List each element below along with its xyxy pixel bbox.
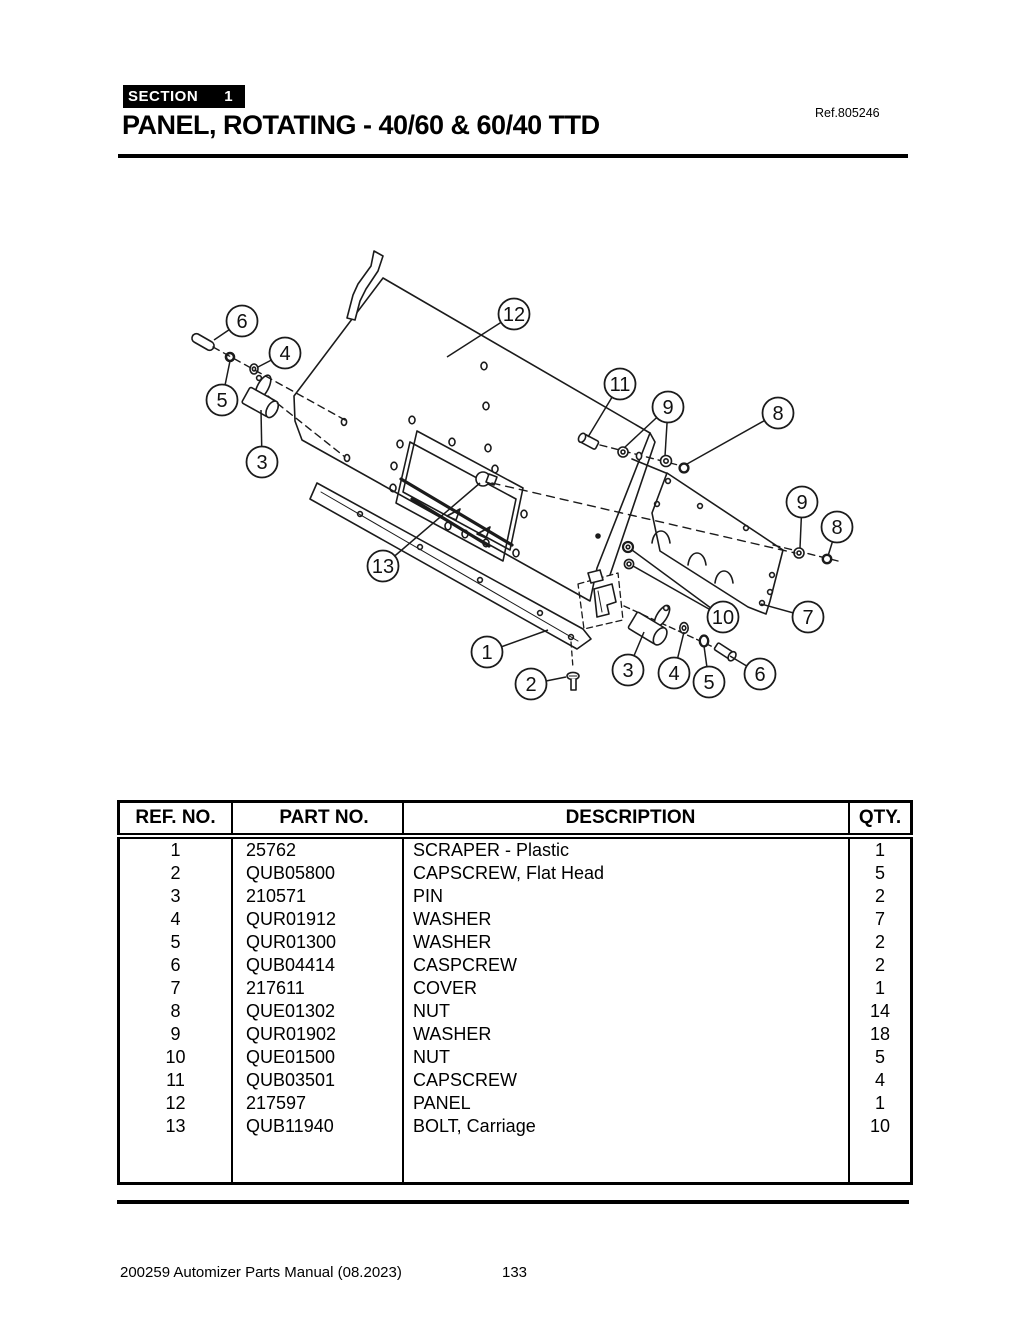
cell-part-no: 217597 xyxy=(232,1092,403,1115)
table-row xyxy=(119,1000,912,1023)
cell-part-no: QUR01300 xyxy=(232,931,403,954)
cell-ref-no: 10 xyxy=(165,1047,186,1067)
cell-qty: 2 xyxy=(849,954,912,977)
cell-qty: 14 xyxy=(849,1000,912,1023)
cell-qty: 2 xyxy=(849,931,912,954)
callout-number-6: 6 xyxy=(754,664,766,686)
cell-description: PANEL xyxy=(403,1092,849,1115)
callout-number-1: 1 xyxy=(481,642,493,664)
table-row xyxy=(119,1046,912,1069)
cell-ref-no: 11 xyxy=(166,1070,185,1090)
cell-qty: 1 xyxy=(849,1092,912,1115)
spacer-cell xyxy=(119,1138,233,1184)
cell-part-no: 217611 xyxy=(232,977,403,1000)
cell-part-no: QUB04414 xyxy=(232,954,403,977)
callout-number-13: 13 xyxy=(371,556,395,578)
ref-number: Ref.805246 xyxy=(815,106,880,120)
header-ref-no: REF. NO. xyxy=(119,802,233,837)
cell-qty: 4 xyxy=(849,1069,912,1092)
callout-number-11: 11 xyxy=(609,374,631,396)
spacer-cell xyxy=(403,1138,849,1184)
callout-number-9: 9 xyxy=(796,492,808,514)
cell-ref-no: 8 xyxy=(170,1001,181,1021)
cell-ref-no: 13 xyxy=(165,1116,186,1136)
cell-description: NUT xyxy=(403,1000,849,1023)
callout-number-3: 3 xyxy=(622,660,634,682)
table-row xyxy=(119,977,912,1000)
cell-ref-no: 9 xyxy=(170,1024,181,1044)
table-row xyxy=(119,885,912,908)
spacer-cell xyxy=(232,1138,403,1184)
bottom-divider xyxy=(117,1200,909,1204)
cell-description: CAPSCREW xyxy=(403,1069,849,1092)
cell-part-no: QUE01302 xyxy=(232,1000,403,1023)
table-row xyxy=(119,1115,912,1138)
cell-ref-no: 1 xyxy=(170,840,181,860)
footer-page-number: 133 xyxy=(502,1264,528,1281)
cell-description: PIN xyxy=(403,885,849,908)
callout-number-5: 5 xyxy=(703,672,715,694)
cell-qty: 1 xyxy=(849,836,912,862)
cell-ref-no: 5 xyxy=(170,932,181,952)
cell-ref-no: 6 xyxy=(170,955,181,975)
table-row xyxy=(119,1069,912,1092)
cell-qty: 1 xyxy=(849,977,912,1000)
cell-ref-no: 3 xyxy=(170,886,181,906)
cell-part-no: QUB03501 xyxy=(232,1069,403,1092)
table-row xyxy=(119,836,912,862)
cell-description: BOLT, Carriage xyxy=(403,1115,849,1138)
callout-number-2: 2 xyxy=(525,674,537,696)
cell-qty: 10 xyxy=(849,1115,912,1138)
cell-ref-no: 2 xyxy=(170,863,181,883)
cell-description: WASHER xyxy=(403,931,849,954)
spacer-cell xyxy=(849,1138,912,1184)
callout-number-8: 8 xyxy=(772,403,784,425)
parts-table xyxy=(117,800,913,1185)
panel-shape xyxy=(294,251,666,601)
table-row xyxy=(119,954,912,977)
header-description: DESCRIPTION xyxy=(403,802,849,837)
cell-description: CASPCREW xyxy=(403,954,849,977)
callout-number-10: 10 xyxy=(711,607,735,629)
page-title: PANEL, ROTATING - 40/60 & 60/40 TTD xyxy=(122,110,600,140)
callout-number-6: 6 xyxy=(236,311,248,333)
callout-number-12: 12 xyxy=(502,304,526,326)
cell-description: SCRAPER - Plastic xyxy=(403,836,849,862)
cell-qty: 18 xyxy=(849,1023,912,1046)
cell-ref-no: 4 xyxy=(170,909,181,929)
table-spacer-row xyxy=(119,1138,912,1184)
cell-ref-no: 12 xyxy=(165,1093,186,1113)
cell-part-no: QUE01500 xyxy=(232,1046,403,1069)
cell-qty: 5 xyxy=(849,862,912,885)
cell-part-no: 210571 xyxy=(232,885,403,908)
table-row xyxy=(119,908,912,931)
table-row xyxy=(119,1092,912,1115)
section-label: SECTION xyxy=(128,88,199,105)
callout-number-8: 8 xyxy=(831,517,843,539)
callout-number-5: 5 xyxy=(216,390,228,412)
cell-part-no: QUB11940 xyxy=(232,1115,403,1138)
table-row xyxy=(119,862,912,885)
cell-part-no: QUB05800 xyxy=(232,862,403,885)
table-row xyxy=(119,931,912,954)
header-qty: QTY. xyxy=(849,802,912,837)
cover-shape xyxy=(652,473,783,614)
cell-description: WASHER xyxy=(403,1023,849,1046)
table-header-row xyxy=(119,802,912,837)
callout-number-7: 7 xyxy=(802,607,814,629)
callout-number-4: 4 xyxy=(668,663,680,685)
cell-part-no: QUR01902 xyxy=(232,1023,403,1046)
callout-number-9: 9 xyxy=(662,397,674,419)
cell-description: NUT xyxy=(403,1046,849,1069)
cell-description: CAPSCREW, Flat Head xyxy=(403,862,849,885)
header-part-no: PART NO. xyxy=(232,802,403,837)
cell-qty: 2 xyxy=(849,885,912,908)
cell-ref-no: 7 xyxy=(170,978,181,998)
callout-number-3: 3 xyxy=(256,452,268,474)
table-row xyxy=(119,1023,912,1046)
callout-number-4: 4 xyxy=(279,343,291,365)
cell-part-no: 25762 xyxy=(232,836,403,862)
cell-description: COVER xyxy=(403,977,849,1000)
cell-description: WASHER xyxy=(403,908,849,931)
section-number: 1 xyxy=(224,88,234,105)
footer-manual-title: 200259 Automizer Parts Manual (08.2023) xyxy=(120,1264,402,1281)
cell-qty: 5 xyxy=(849,1046,912,1069)
cell-part-no: QUR01912 xyxy=(232,908,403,931)
cell-qty: 7 xyxy=(849,908,912,931)
